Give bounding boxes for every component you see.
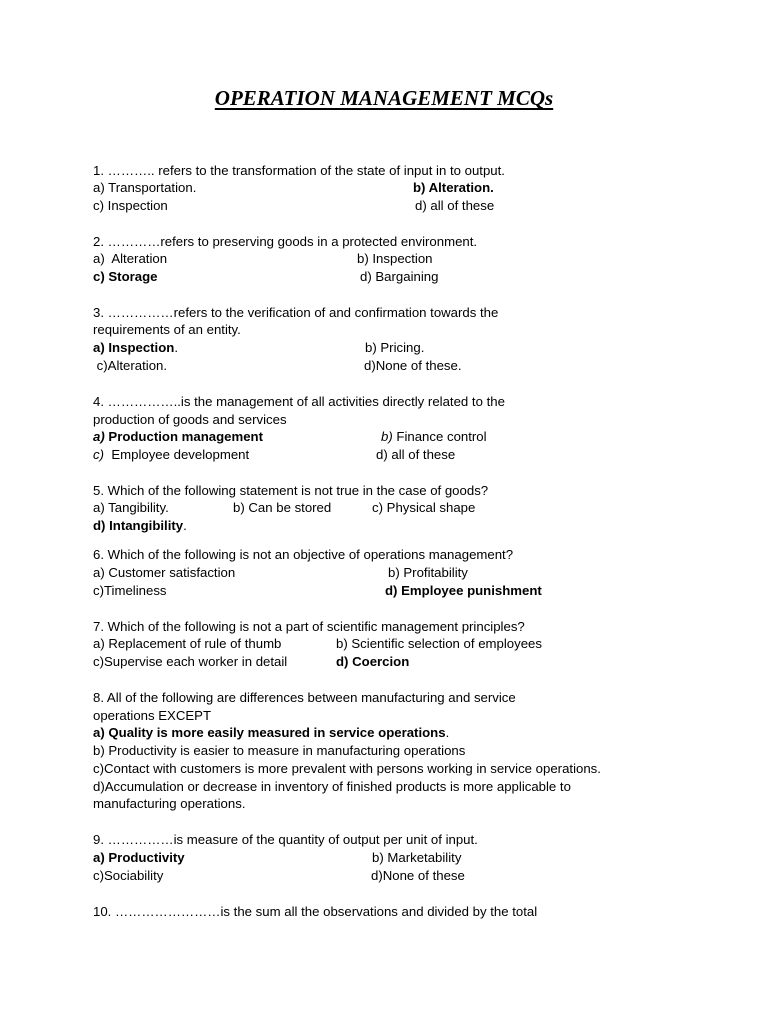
q4-b-prefix: b) (381, 429, 393, 444)
question-7: 7. Which of the following is not a part of scientific management principles? (93, 619, 525, 634)
q9-option-b: b) Marketability (372, 850, 462, 865)
q6-option-b: b) Profitability (388, 565, 468, 580)
q2-option-c-answer: c) Storage (93, 269, 158, 284)
question-8: 8. All of the following are differences between manufacturing and service (93, 690, 516, 705)
q5-option-c: c) Physical shape (372, 500, 476, 515)
question-9: 9. ……………is measure of the quantity of output per unit of input. (93, 832, 478, 847)
question-3-cont: requirements of an entity. (93, 322, 241, 337)
q9-option-c: c)Sociability (93, 868, 164, 883)
q9-option-a-answer: a) Productivity (93, 850, 185, 865)
question-8-cont: operations EXCEPT (93, 708, 212, 723)
q8-answer-text: a) Quality is more easily measured in service operations (93, 725, 446, 740)
q7-option-c: c)Supervise each worker in detail (93, 654, 288, 669)
q1-option-d: d) all of these (415, 198, 495, 213)
question-2: 2. …………refers to preserving goods in a protected environment. (93, 234, 478, 249)
q8-answer-punct: . (445, 725, 450, 740)
q4-option-b (381, 428, 487, 446)
q6-option-d-answer: d) Employee punishment (385, 583, 542, 598)
question-6: 6. Which of the following is not an objective of operations management? (93, 547, 514, 562)
question-1: 1. ……….. refers to the transformation of the state of input in to output. (93, 163, 505, 178)
q8-option-b: b) Productivity is easier to measure in manufacturing operations (93, 743, 466, 758)
question-4: 4. ……………..is the management of all activities directly related to the (93, 394, 505, 409)
question-10: 10. ……………………is the sum all the observations and divided by the total (93, 904, 538, 919)
q4-c-text: Employee development (104, 447, 250, 462)
q4-option-a-answer (93, 428, 263, 446)
question-4-cont: production of goods and services (93, 412, 287, 427)
q1-option-b-answer: b) Alteration. (413, 180, 494, 195)
q3-option-b: b) Pricing. (365, 340, 425, 355)
q7-option-b: b) Scientific selection of employees (336, 636, 542, 651)
q4-a-prefix: a) (93, 429, 105, 444)
q1-option-a: a) Transportation. (93, 180, 197, 195)
q3-option-c: c)Alteration. (93, 358, 168, 373)
q5-answer-text: d) Intangibility (93, 518, 184, 533)
q2-option-a: a) Alteration (93, 251, 168, 266)
question-3: 3. ……………refers to the verification of and confirmation towards the (93, 305, 499, 320)
q5-option-b: b) Can be stored (233, 500, 332, 515)
q3-option-a-answer (93, 339, 178, 357)
q6-option-c: c)Timeliness (93, 583, 167, 598)
q4-c-prefix: c) (93, 447, 104, 462)
q8-option-a-answer (93, 724, 449, 742)
q4-b-text: Finance control (392, 429, 487, 444)
page-title: OPERATION MANAGEMENT MCQs (214, 86, 554, 110)
question-5: 5. Which of the following statement is not true in the case of goods? (93, 483, 489, 498)
q3-answer-punct: . (174, 340, 179, 355)
q3-option-d: d)None of these. (364, 358, 462, 373)
q9-option-d: d)None of these (371, 868, 465, 883)
q4-a-text: Production management (104, 429, 264, 444)
q3-answer-text: a) Inspection (93, 340, 175, 355)
q2-option-d: d) Bargaining (360, 269, 439, 284)
q5-option-d-answer (93, 517, 187, 535)
q8-option-c: c)Contact with customers is more prevalent with persons working in service operations. (93, 761, 601, 776)
q6-option-a: a) Customer satisfaction (93, 565, 236, 580)
q1-option-c: c) Inspection (93, 198, 168, 213)
q5-answer-punct: . (183, 518, 187, 533)
q4-option-d: d) all of these (376, 447, 456, 462)
q7-option-d-answer: d) Coercion (336, 654, 410, 669)
q5-option-a: a) Tangibility. (93, 500, 169, 515)
q8-option-d: d)Accumulation or decrease in inventory of finished products is more applicable to (93, 779, 571, 794)
q8-option-d-cont: manufacturing operations. (93, 796, 246, 811)
q2-option-b: b) Inspection (357, 251, 433, 266)
q7-option-a: a) Replacement of rule of thumb (93, 636, 282, 651)
q4-option-c (93, 446, 249, 464)
